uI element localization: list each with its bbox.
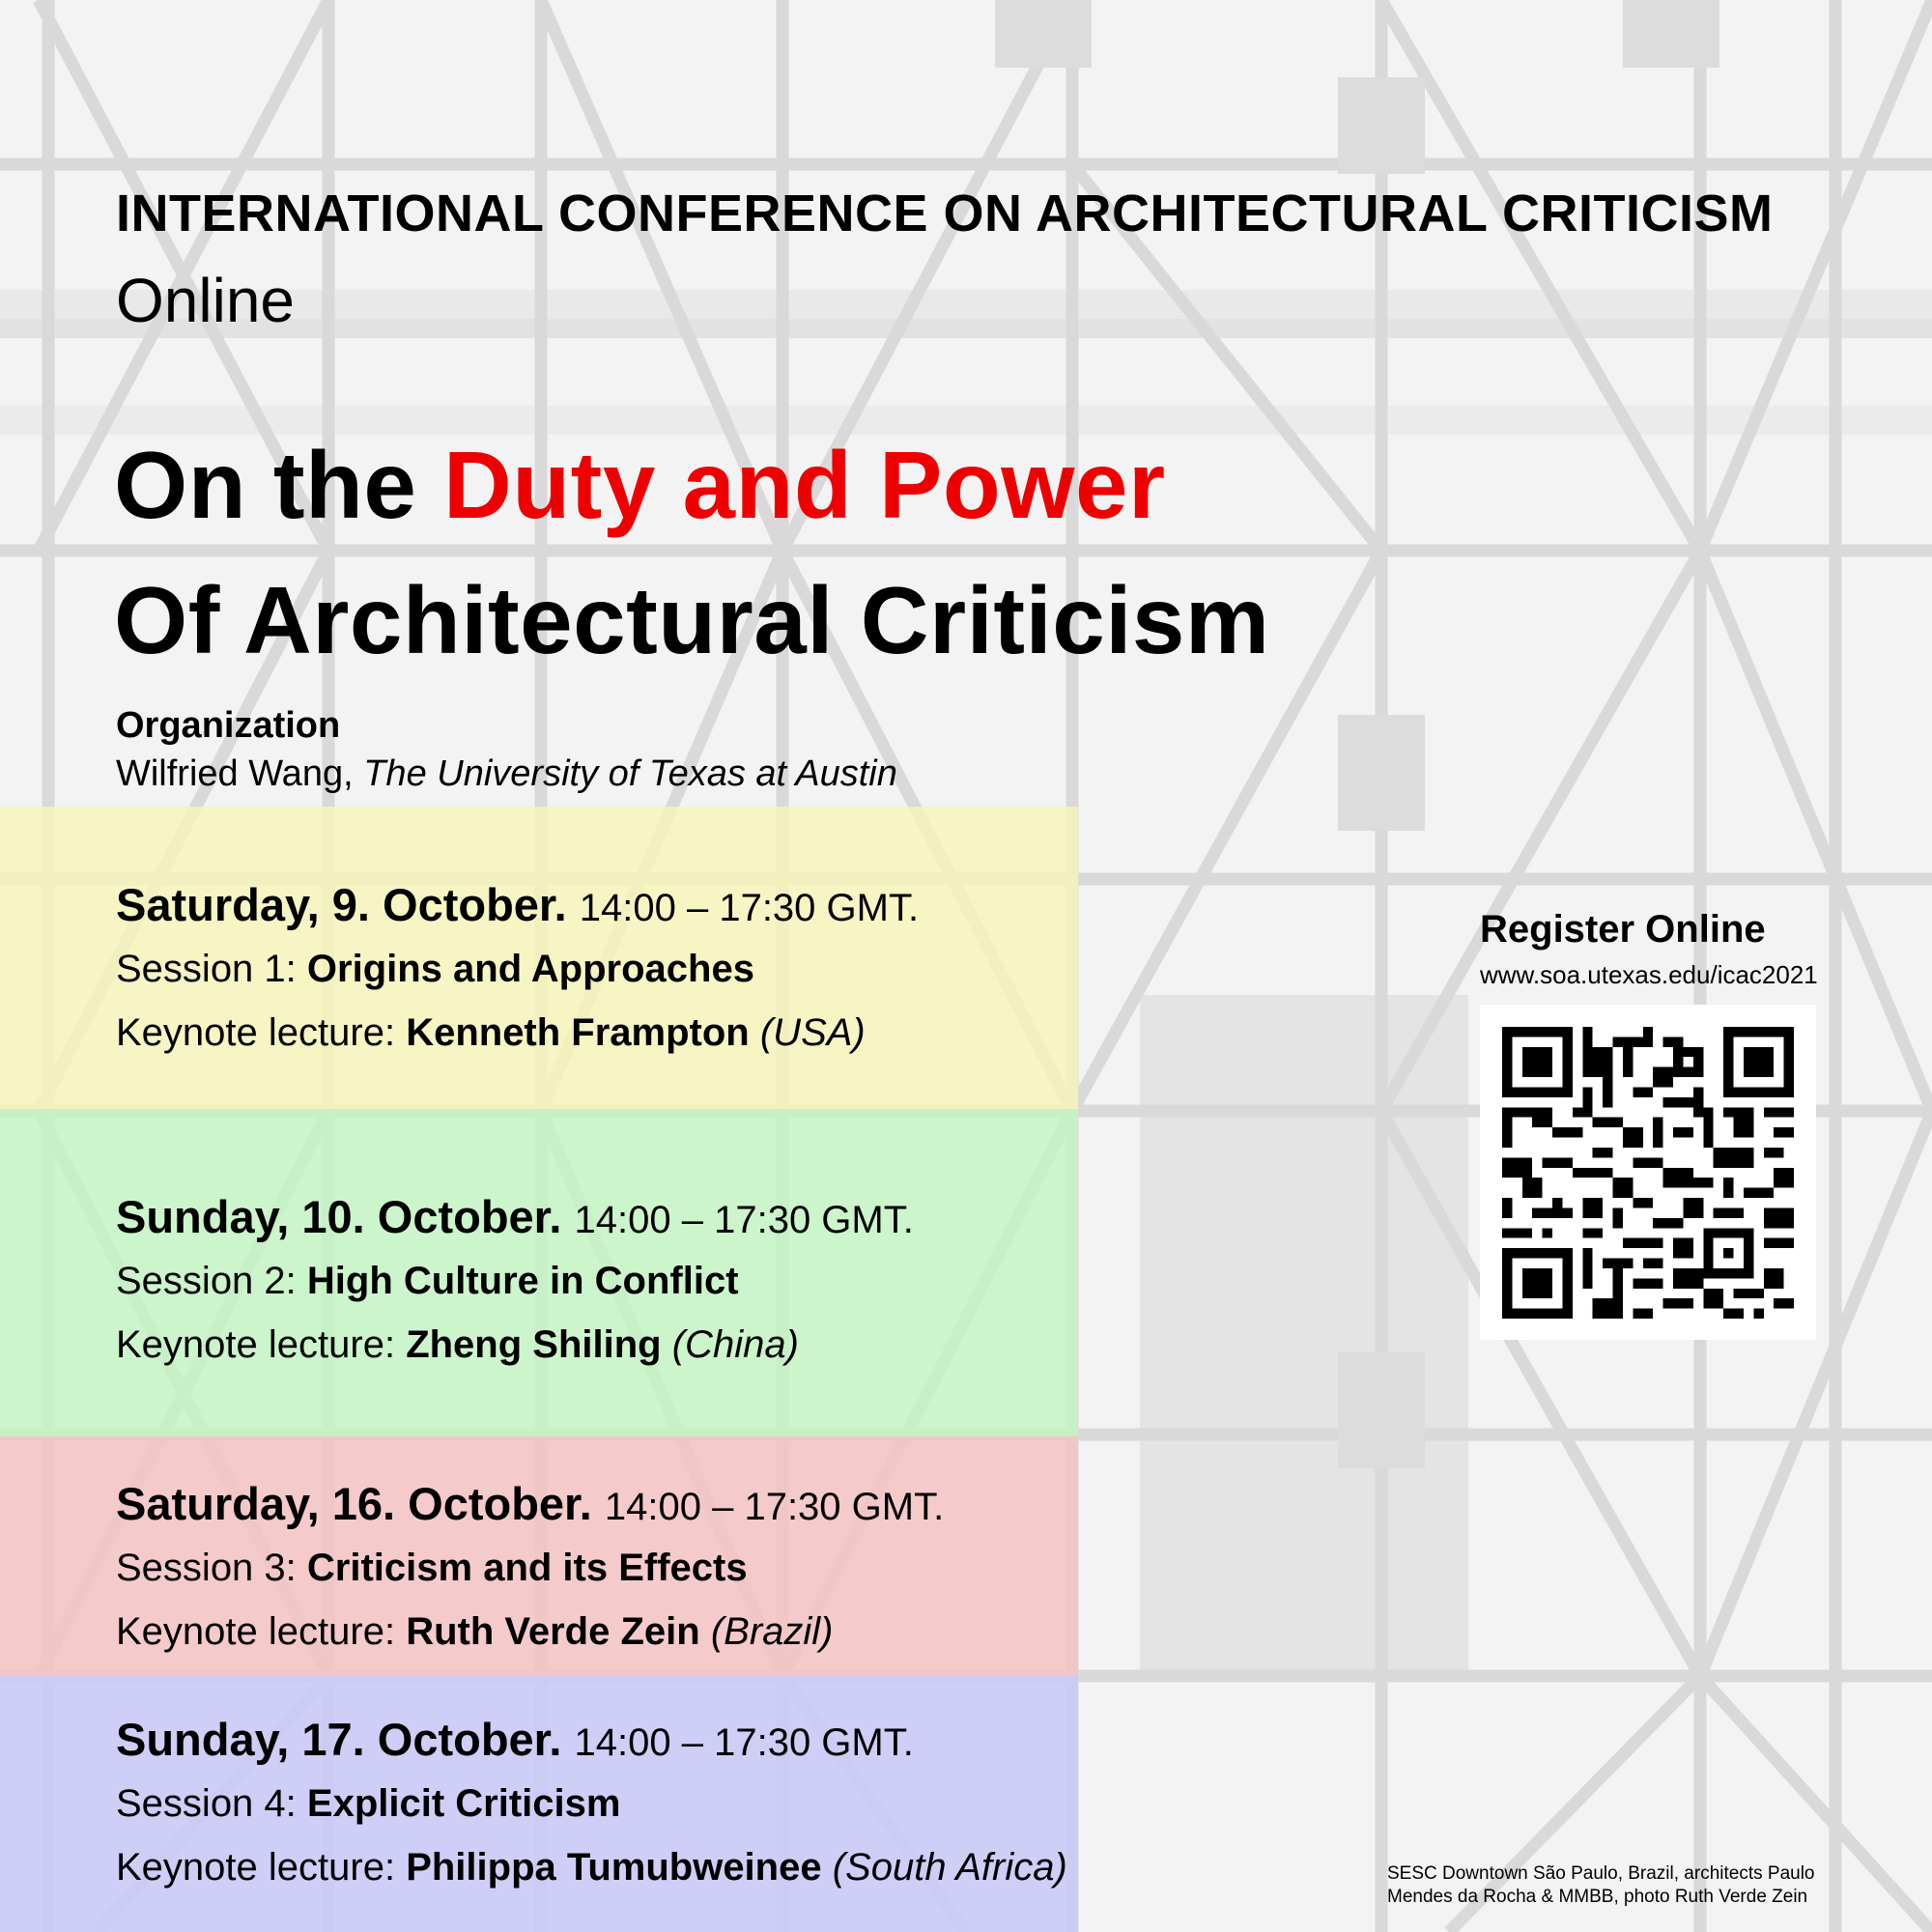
session-date: Sunday, 10. October. xyxy=(116,1191,562,1242)
conference-name: INTERNATIONAL CONFERENCE ON ARCHITECTURAL CRITICISM xyxy=(116,185,1774,242)
page-title xyxy=(114,417,1270,688)
organization-label: Organization xyxy=(116,705,341,746)
keynote-country: (USA) xyxy=(759,1011,866,1054)
session-panel-2 xyxy=(0,1109,1078,1436)
session-title: High Culture in Conflict xyxy=(306,1260,739,1302)
title-line-2: Of Architectural Criticism xyxy=(114,567,1270,673)
session-label: Session 4: xyxy=(116,1782,297,1825)
session-panel-4 xyxy=(0,1676,1078,1932)
session-date: Sunday, 17. October. xyxy=(116,1714,562,1765)
photo-caption xyxy=(1387,1862,1815,1909)
keynote-country: (China) xyxy=(671,1323,799,1366)
conference-format: Online xyxy=(116,266,295,335)
caption-line-1: SESC Downtown São Paulo, Brazil, architects Paulo xyxy=(1387,1863,1815,1884)
session-time: 14:00 – 17:30 GMT. xyxy=(579,887,920,929)
organizer-name: Wilfried Wang, xyxy=(116,753,354,794)
keynote-label: Keynote lecture: xyxy=(116,1011,396,1054)
session-title: Explicit Criticism xyxy=(306,1782,621,1825)
keynote-name: Ruth Verde Zein xyxy=(406,1610,700,1653)
keynote-label: Keynote lecture: xyxy=(116,1846,396,1889)
session-time: 14:00 – 17:30 GMT. xyxy=(574,1199,914,1241)
title-prefix: On the xyxy=(114,432,444,538)
qr-code-graphic xyxy=(1502,1027,1794,1319)
keynote-name: Philippa Tumubweinee xyxy=(406,1846,822,1889)
qr-code-icon[interactable] xyxy=(1480,1005,1816,1340)
session-title: Criticism and its Effects xyxy=(306,1547,748,1589)
session-panel-3 xyxy=(0,1436,1078,1676)
keynote-country: (Brazil) xyxy=(710,1610,834,1653)
session-time: 14:00 – 17:30 GMT. xyxy=(604,1486,945,1528)
organization-line xyxy=(116,753,897,795)
session-date: Saturday, 9. October. xyxy=(116,879,567,930)
title-accent: Duty and Power xyxy=(443,432,1166,538)
session-date: Saturday, 16. October. xyxy=(116,1478,592,1529)
session-panel-1 xyxy=(0,807,1078,1109)
organizer-affiliation: The University of Texas at Austin xyxy=(363,753,897,794)
keynote-name: Zheng Shiling xyxy=(406,1323,662,1366)
keynote-country: (South Africa) xyxy=(832,1846,1067,1889)
keynote-label: Keynote lecture: xyxy=(116,1610,396,1653)
keynote-name: Kenneth Frampton xyxy=(406,1011,750,1054)
session-label: Session 1: xyxy=(116,948,297,990)
session-label: Session 3: xyxy=(116,1547,297,1589)
register-title: Register Online xyxy=(1480,908,1766,951)
session-title: Origins and Approaches xyxy=(306,948,754,990)
session-label: Session 2: xyxy=(116,1260,297,1302)
keynote-label: Keynote lecture: xyxy=(116,1323,396,1366)
register-link[interactable]: www.soa.utexas.edu/icac2021 xyxy=(1480,960,1818,989)
session-time: 14:00 – 17:30 GMT. xyxy=(574,1721,914,1764)
caption-line-2: Mendes da Rocha & MMBB, photo Ruth Verde Zein xyxy=(1387,1887,1808,1907)
